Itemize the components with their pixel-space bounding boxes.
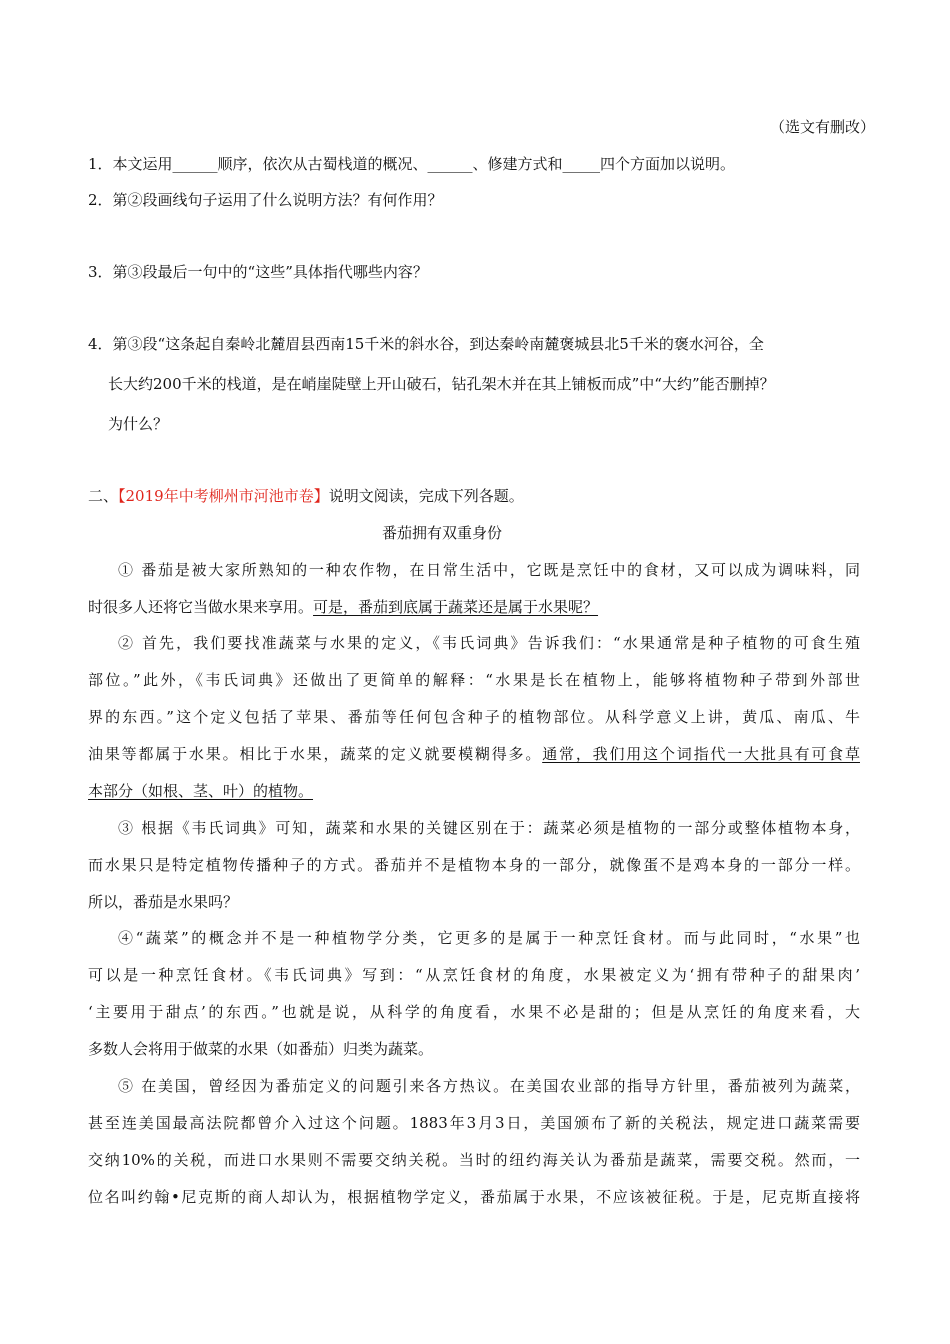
paragraph-4-line-1: ④“蔬菜”的概念并不是一种植物学分类，它更多的是属于一种烹饪食材。而与此同时，“水果”也 [118,929,860,947]
paragraph-1-line-2 [88,597,598,617]
question-3 [88,262,428,282]
paragraph-5-line-1: ⑤ 在美国，曾经因为番茄定义的问题引来各方热议。在美国农业部的指导方针里，番茄被列为蔬菜， [118,1077,860,1095]
question-number: 1． [88,155,113,173]
paragraph-3-line-3: 所以，番茄是水果吗？ [88,893,239,911]
paragraph-2-line-4 [88,744,860,764]
question-number: 3． [88,263,113,281]
paragraph-5-line-4: 位名叫约翰•尼克斯的商人却认为，根据植物学定义，番茄属于水果，不应该被征税。于是，尼克斯直接将 [88,1188,860,1206]
paragraph-text: 油果等都属于水果。相比于水果，蔬菜的定义就要模糊得多。 [88,745,543,763]
paragraph-3-line-2: 而水果只是特定植物传播种子的方式。番茄并不是植物本身的一部分，就像蛋不是鸡本身的一部分一样。 [88,856,860,874]
underlined-sentence: 本部分（如根、茎、叶）的植物。 [88,782,314,800]
paragraph-1-line-1: ① 番茄是被大家所熟知的一种农作物，在日常生活中，它既是烹饪中的食材，又可以成为调味料，同 [118,561,860,579]
section-number: 二、 [88,487,119,505]
question-text: 第③段“这条起自秦岭北麓眉县西南15千米的斜水谷，到达秦岭南麓褒城县北5千米的褒水河谷，全 [112,335,764,353]
article-title: 番茄拥有双重身份 [382,524,503,542]
source-note: （选文有删改） [770,118,876,136]
underlined-sentence: 可是，番茄到底属于蔬菜还是属于水果呢？ [313,598,599,616]
exam-source-tag: 【2019年中考柳州市河池市卷】 [118,487,329,505]
question-2 [88,190,443,210]
question-4-line-3: 为什么？ [108,415,169,433]
paragraph-2-line-1: ② 首先，我们要找准蔬菜与水果的定义，《韦氏词典》告诉我们：“水果通常是种子植物的可食生殖 [118,634,860,652]
paragraph-2-line-5 [88,781,313,801]
question-text: 本文运用______顺序，依次从古蜀栈道的概况、______、修建方式和_____四个方面加以说明。 [112,155,736,173]
question-text: 第③段最后一句中的“这些”具体指代哪些内容？ [112,263,428,281]
question-1 [88,154,735,174]
underlined-sentence: 通常，我们用这个词指代一大批具有可食草 [542,745,860,763]
question-4-line-1 [88,334,764,354]
question-number: 4． [88,335,113,353]
paragraph-4-line-4: 多数人会将用于做菜的水果（如番茄）归类为蔬菜。 [88,1040,434,1058]
section-heading [88,486,524,506]
paragraph-text: 时很多人还将它当做水果来享用。 [88,598,314,616]
paragraph-2-line-2: 部位。”此外，《韦氏词典》还做出了更简单的解释：“水果是长在植物上，能够将植物种子带到外部世 [88,671,860,689]
paragraph-4-line-3: ‘主要用于甜点’的东西。”也就是说，从科学的角度看，水果不必是甜的；但是从烹饪的角度来看，大 [88,1003,860,1021]
paragraph-2-line-3: 界的东西。”这个定义包括了苹果、番茄等任何包含种子的植物部位。从科学意义上讲，黄瓜、南瓜、牛 [88,708,860,726]
paragraph-5-line-2: 甚至连美国最高法院都曾介入过这个问题。1883年3月3日，美国颁布了新的关税法，规定进口蔬菜需要 [88,1114,860,1132]
paragraph-5-line-3: 交纳10%的关税，而进口水果则不需要交纳关税。当时的纽约海关认为番茄是蔬菜，需要交税。然而，一 [88,1151,860,1169]
paragraph-4-line-2: 可以是一种烹饪食材。《韦氏词典》写到：“从烹饪食材的角度，水果被定义为‘拥有带种子的甜果肉’ [88,966,860,984]
section-instruction: 说明文阅读，完成下列各题。 [328,487,524,505]
question-4-line-2: 长大约200千米的栈道，是在峭崖陡壁上开山破石，钻孔架木并在其上铺板而成”中“大约”能否删掉？ [108,375,775,393]
question-number: 2． [88,191,113,209]
paragraph-3-line-1: ③ 根据《韦氏词典》可知，蔬菜和水果的关键区别在于：蔬菜必须是植物的一部分或整体植物本身， [118,819,860,837]
question-text: 第②段画线句子运用了什么说明方法？有何作用？ [112,191,443,209]
